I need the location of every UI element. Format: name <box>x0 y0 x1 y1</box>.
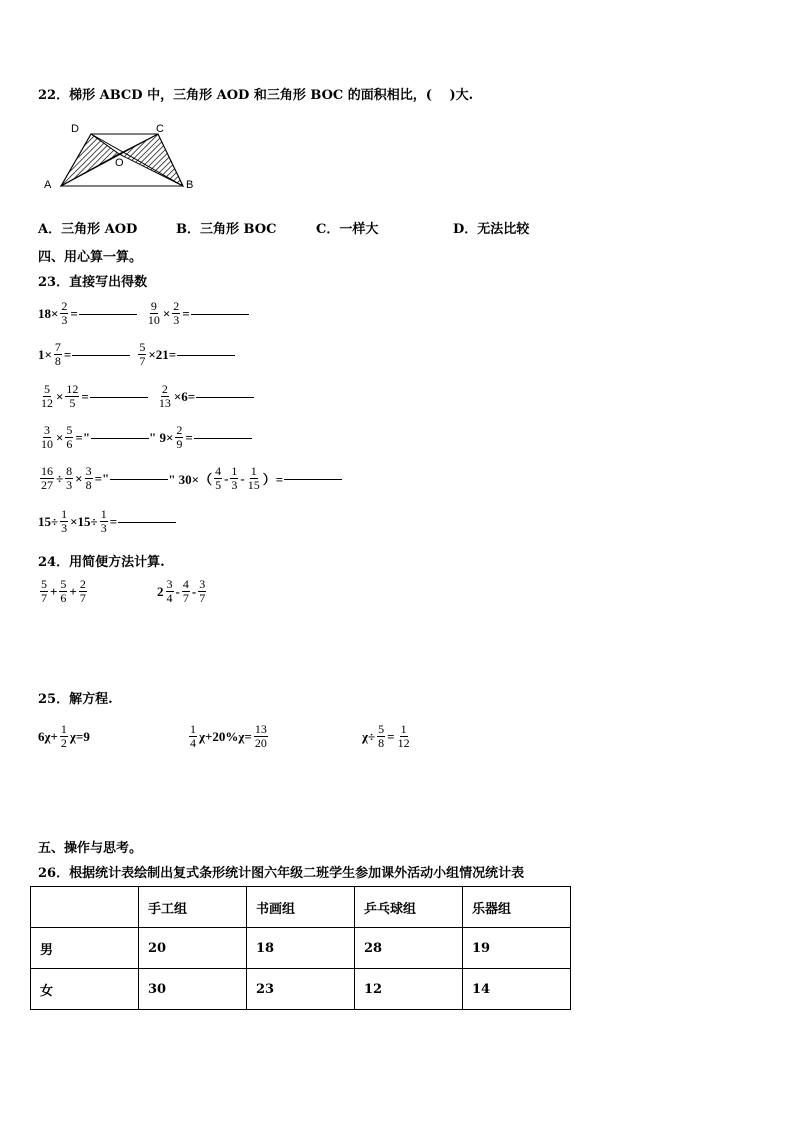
trapezoid-figure <box>38 118 208 194</box>
q23-row-1: 18× $\frac{2}{3}$ = $\frac{9}{10}$ × $\frac{2}{3}$ = <box>38 300 249 327</box>
label-a: A <box>44 179 52 191</box>
table-cell: 30 <box>139 969 247 1010</box>
option-a[interactable]: A．三角形 AOD <box>38 222 138 237</box>
table-cell: 18 <box>247 928 355 969</box>
label-c: C <box>156 123 164 135</box>
section-4-heading: 四、用心算一算。 <box>38 250 143 265</box>
answer-blank[interactable] <box>90 396 148 398</box>
table-header-cell: 手工组 <box>139 887 247 928</box>
q23-row-3: $\frac{5}{12}$ × $\frac{12}{5}$ = $\frac{2}{13}$ ×6= <box>38 383 254 410</box>
answer-blank[interactable] <box>191 313 249 315</box>
option-c[interactable]: C．一样大 <box>316 222 379 237</box>
table-header-cell <box>31 887 139 928</box>
answer-blank[interactable] <box>177 354 235 356</box>
label-b: B <box>186 179 194 191</box>
question-25-title: 25．解方程. <box>38 692 113 707</box>
table-row <box>31 969 571 1010</box>
table-cell: 男 <box>31 928 139 969</box>
table-header-cell: 乒乓球组 <box>355 887 463 928</box>
statistics-table <box>30 886 571 1010</box>
section-5-heading: 五、操作与思考。 <box>38 841 143 856</box>
answer-blank[interactable] <box>196 396 254 398</box>
triangle-boc <box>119 134 183 186</box>
question-26-title: 26．根据统计表绘制出复式条形统计图六年级二班学生参加课外活动小组情况统计表 <box>38 866 525 881</box>
label-d: D <box>71 123 79 135</box>
q24-expression-1: $\frac{5}{7}$ + $\frac{5}{6}$ + $\frac{2}{7}$ <box>41 577 86 605</box>
question-24-title: 24．用简便方法计算. <box>38 555 165 570</box>
q23-row-6: 15÷ $\frac{1}{3}$ ×15÷ $\frac{1}{3}$ = <box>38 508 176 535</box>
table-cell: 20 <box>139 928 247 969</box>
answer-blank[interactable] <box>284 478 342 480</box>
answer-blank[interactable] <box>118 521 176 523</box>
table-cell: 23 <box>247 969 355 1010</box>
q23-row-4: $\frac{3}{10}$ × $\frac{5}{6}$ =" " 9× $\frac{2}{9}$ = <box>38 424 252 451</box>
q23-row-2: 1× $\frac{7}{8}$ = $\frac{5}{7}$ ×21= <box>38 341 235 368</box>
question-23-title: 23．直接写出得数 <box>38 275 148 290</box>
table-cell: 女 <box>31 969 139 1010</box>
q23-row-5: $\frac{16}{27}$ ÷ $\frac{8}{3}$ × $\frac{3}{8}$ =" " 30×（ $\frac{4}{5}$ - $\frac{1}{3}$ - $\frac{1}{15}$ ）= <box>38 465 342 492</box>
table-header-cell: 乐器组 <box>463 887 571 928</box>
table-cell: 14 <box>463 969 571 1010</box>
table-cell: 12 <box>355 969 463 1010</box>
label-o: O <box>115 157 124 169</box>
option-b[interactable]: B．三角形 BOC <box>176 222 277 237</box>
table-header-cell: 书画组 <box>247 887 355 928</box>
answer-blank[interactable] <box>194 437 252 439</box>
q24-expression-2: 2 $\frac{3}{4}$ - $\frac{4}{7}$ - $\frac{3}{7}$ <box>157 577 206 605</box>
q25-equation-3: χ÷ $\frac{5}{8}$ = $\frac{1}{12}$ <box>362 722 410 750</box>
answer-blank[interactable] <box>110 478 168 480</box>
answer-blank[interactable] <box>72 354 130 356</box>
table-header-row <box>31 887 571 928</box>
table-cell: 19 <box>463 928 571 969</box>
q25-equation-1: 6χ+ $\frac{1}{2}$ χ=9 <box>38 722 90 750</box>
table-cell: 28 <box>355 928 463 969</box>
option-d[interactable]: D．无法比较 <box>453 222 530 237</box>
q25-equation-2: $\frac{1}{4}$ χ+20%χ= $\frac{13}{20}$ <box>190 722 267 750</box>
question-22: 22．梯形 ABCD 中，三角形 AOD 和三角形 BOC 的面积相比，( )大. <box>38 88 474 103</box>
table-row <box>31 928 571 969</box>
answer-blank[interactable] <box>91 437 149 439</box>
answer-blank[interactable] <box>79 313 137 315</box>
